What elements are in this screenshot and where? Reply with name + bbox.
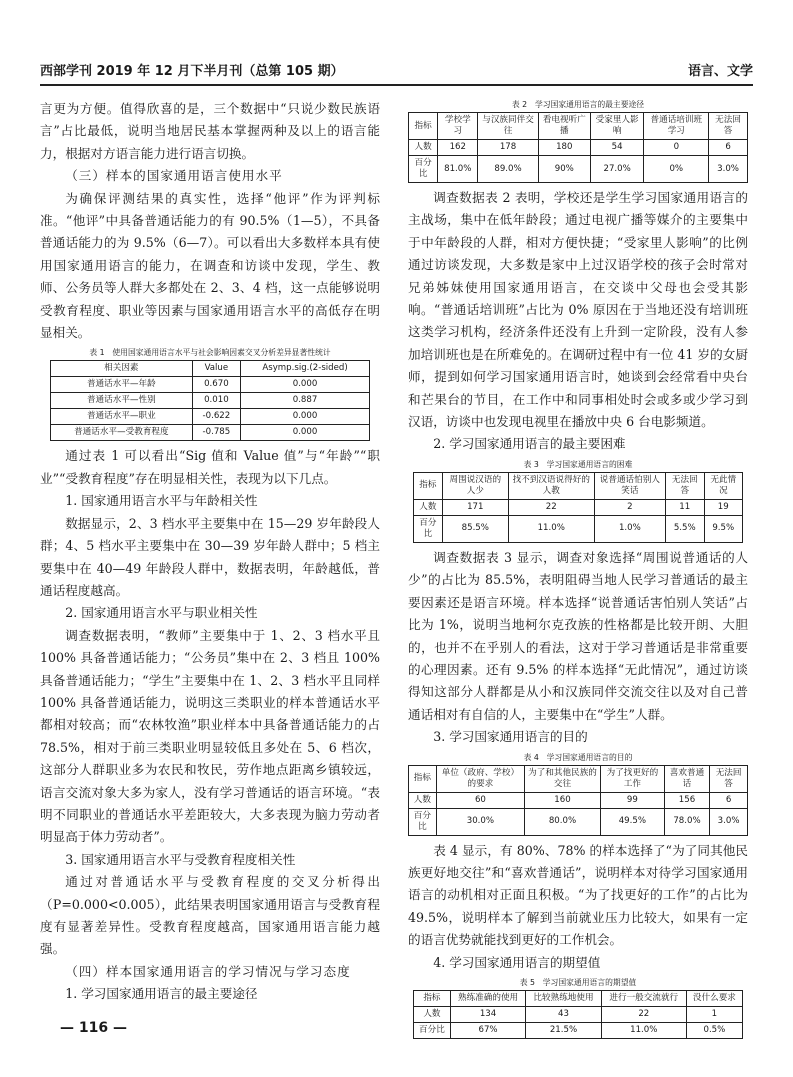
table-row xyxy=(51,377,370,393)
table-cell: 指标 xyxy=(409,765,437,792)
table-cell: 普通话水平—性别 xyxy=(51,393,193,409)
table-caption: 表 3 学习国家通用语言的困难 xyxy=(523,459,633,469)
table-row xyxy=(409,140,748,156)
table-cell: 没什么要求 xyxy=(686,990,742,1006)
table-cell: 54 xyxy=(590,140,644,156)
table-cell: 百分比 xyxy=(409,808,437,835)
table-4 xyxy=(408,765,748,836)
table-cell: 43 xyxy=(526,1006,601,1022)
table-cell: 指标 xyxy=(414,472,443,499)
table-row xyxy=(409,792,748,808)
table-cell: 6 xyxy=(710,792,748,808)
table-cell: 0.670 xyxy=(192,377,240,393)
journal-title: 西部学刊 2019 年 12 月下半月刊（总第 105 期） xyxy=(40,64,344,79)
table-2 xyxy=(408,112,748,183)
table-row xyxy=(51,409,370,425)
table-cell: 60 xyxy=(436,792,524,808)
table-cell: 27.0% xyxy=(590,156,644,183)
table-cell: 0.000 xyxy=(241,425,370,441)
table-header-row xyxy=(409,765,748,792)
table-cell: 1.0% xyxy=(594,515,665,542)
table-cell: 178 xyxy=(478,140,539,156)
paragraph: 言更为方便。值得欣喜的是，三个数据中“只说少数民族语言”占比最低，说明当地居民基本掌握两种及以上的语言能力，根据对方语言能力进行语言切换。 xyxy=(40,101,380,161)
table-cell: 99 xyxy=(601,792,665,808)
table-cell: 89.0% xyxy=(478,156,539,183)
table-cell: 1 xyxy=(686,1006,742,1022)
table-header-row xyxy=(414,990,743,1006)
table-cell: 人数 xyxy=(414,1006,451,1022)
table-cell: 30.0% xyxy=(436,808,524,835)
table-cell: 看电视听广播 xyxy=(538,113,590,140)
table-cell: 9.5% xyxy=(704,515,743,542)
table-cell: 80.0% xyxy=(525,808,601,835)
table-row xyxy=(414,515,743,542)
table-cell: 5.5% xyxy=(666,515,704,542)
table-cell: -0.622 xyxy=(192,409,240,425)
table-cell: Asymp.sig.(2-sided) xyxy=(241,361,370,377)
table-5 xyxy=(413,990,743,1039)
table-cell: 19 xyxy=(704,499,743,515)
left-column xyxy=(40,98,380,1006)
table-cell: 进行一般交流就行 xyxy=(601,990,686,1006)
table-caption: 表 2 学习国家通用语言的最主要途径 xyxy=(511,100,645,109)
table-cell: 与汉族同伴交往 xyxy=(478,113,539,140)
table-cell: 人数 xyxy=(414,499,443,515)
table-cell: 0.000 xyxy=(241,377,370,393)
table-cell: 指标 xyxy=(409,113,438,140)
table-cell: 普通话水平—职业 xyxy=(51,409,193,425)
table-cell: 2 xyxy=(594,499,665,515)
table-cell: 22 xyxy=(508,499,594,515)
table-cell: 指标 xyxy=(414,990,451,1006)
table-cell: 67% xyxy=(450,1022,525,1038)
table-cell: 比较熟练地使用 xyxy=(526,990,601,1006)
table-cell: 162 xyxy=(438,140,478,156)
subheading: 2. 国家通用语言水平与职业相关性 xyxy=(65,605,258,621)
table-cell: 学校学习 xyxy=(438,113,478,140)
table-cell: 无法回答 xyxy=(710,765,748,792)
table-cell: 0.010 xyxy=(192,393,240,409)
section-heading: （四）样本国家通用语言的学习情况与学习态度 xyxy=(65,963,351,979)
table-caption: 表 1 使用国家通用语言水平与社会影响因素交叉分析差异显著性统计 xyxy=(89,348,331,358)
table-cell: 0 xyxy=(644,140,709,156)
table-cell: 11.0% xyxy=(508,515,594,542)
table-cell: 21.5% xyxy=(526,1022,601,1038)
section-title: 语言、文学 xyxy=(687,64,753,79)
table-1 xyxy=(50,360,370,441)
table-cell: 49.5% xyxy=(601,808,665,835)
subheading: 1. 学习国家通用语言的最主要途径 xyxy=(65,986,258,1002)
table-cell: 普通话水平—受教育程度 xyxy=(51,425,193,441)
table-cell: 0.5% xyxy=(686,1022,742,1038)
paragraph: 调查数据表明，“教师”主要集中于 1、2、3 档水平且 100% 具备普通话能力；“公务员”集中在 2、3 档且 100% 具备普通话能力；“学生”主要集中在 1、2、3 档水平且同样 100% 具备普通话能力，说明这三类职业的样本普通话水平都相对较高；而“农林牧渔”职业样本中具备普通话能力的占 78.5%，相对于前三类职业明显较低且多处在 5、6 档次，这部分人群职业多为农民和牧民，劳作地点距离乡镇较远，语言交流对象大多为家人，没有学习普通话的语言环境。“表明不同职业的普通话水平差距较大，大多表现为脑力劳动者明显高于体力劳动者”。 xyxy=(40,627,380,845)
running-header xyxy=(40,58,753,86)
table-row xyxy=(51,393,370,409)
subheading: 2. 学习国家通用语言的最主要困难 xyxy=(433,436,626,452)
paragraph: 表 4 显示，有 80%、78% 的样本选择了“为了同其他民族更好地交往”和“喜欢普通话”，说明样本对待学习国家通用语言的动机相对正面且积极。“为了找更好的工作”的占比为 49.5%，说明样本了解到当前就业压力比较大，如果有一定的语言优势就能找到更好的工作机会。 xyxy=(408,842,748,948)
subheading: 4. 学习国家通用语言的期望值 xyxy=(433,954,601,970)
table-cell: 周围说汉语的人少 xyxy=(442,472,508,499)
table-cell: 6 xyxy=(709,140,748,156)
table-cell: 受家里人影响 xyxy=(590,113,644,140)
table-cell: 171 xyxy=(442,499,508,515)
table-cell: 0% xyxy=(644,156,709,183)
table-cell: 为了找更好的工作 xyxy=(601,765,665,792)
table-cell: 为了和其他民族的交往 xyxy=(525,765,601,792)
table-cell: 180 xyxy=(538,140,590,156)
table-row xyxy=(409,156,748,183)
table-cell: 85.5% xyxy=(442,515,508,542)
table-cell: 无此情况 xyxy=(704,472,743,499)
table-cell: 81.0% xyxy=(438,156,478,183)
table-cell: 找不到汉语说得好的人教 xyxy=(508,472,594,499)
table-cell: 熟练准确的使用 xyxy=(450,990,525,1006)
paragraph: 通过对普通话水平与受教育程度的交叉分析得出（P=0.000<0.005），此结果表明国家通用语言与受教育程度有显著差异性。受教育程度越高，国家通用语言能力越强。 xyxy=(40,874,380,957)
table-cell: 百分比 xyxy=(414,1022,451,1038)
table-row xyxy=(414,1006,743,1022)
table-cell: 说普通话怕别人笑话 xyxy=(594,472,665,499)
table-cell: 单位（政府、学校）的要求 xyxy=(436,765,524,792)
right-column xyxy=(408,98,748,1043)
subheading: 3. 学习国家通用语言的目的 xyxy=(433,729,588,745)
table-caption: 表 4 学习国家通用语言的目的 xyxy=(523,752,633,762)
table-cell: Value xyxy=(192,361,240,377)
table-cell: 喜欢普通话 xyxy=(664,765,709,792)
table-cell: 156 xyxy=(664,792,709,808)
table-cell: 相关因素 xyxy=(51,361,193,377)
table-cell: 160 xyxy=(525,792,601,808)
table-row xyxy=(409,808,748,835)
table-header-row xyxy=(409,113,748,140)
table-row xyxy=(51,425,370,441)
table-header-row xyxy=(51,361,370,377)
table-row xyxy=(414,499,743,515)
table-cell: 0.887 xyxy=(241,393,370,409)
paragraph: 为确保评测结果的真实性，选择“他评”作为评判标准。“他评”中具备普通话能力的有 90.5%（1—5），不具备普通话能力的为 9.5%（6—7）。可以看出大多数样本具有使用国家通用语言的能力，在调查和访谈中发现，学生、教师、公务员等人群大多都处在 2、3、4 档，这一点能够说明受教育程度、职业等因素与国家通用语言水平的高低存在明显相关。 xyxy=(40,190,380,341)
table-header-row xyxy=(414,472,743,499)
subheading: 3. 国家通用语言水平与受教育程度相关性 xyxy=(65,851,296,867)
table-3 xyxy=(413,472,743,543)
table-cell: 无法回答 xyxy=(709,113,748,140)
table-cell: -0.785 xyxy=(192,425,240,441)
table-cell: 11 xyxy=(666,499,704,515)
table-cell: 22 xyxy=(601,1006,686,1022)
table-cell: 普通话培训班学习 xyxy=(644,113,709,140)
page-number: — 116 — xyxy=(60,1020,127,1036)
table-cell: 134 xyxy=(450,1006,525,1022)
table-cell: 人数 xyxy=(409,792,437,808)
table-caption: 表 5 学习国家通用语言的期望值 xyxy=(519,977,637,987)
paragraph: 调查数据表 2 表明，学校还是学生学习国家通用语言的主战场，集中在低年龄段；通过电视广播等媒介的主要集中于中年龄段的人群，相对方便快捷；“受家里人影响”的比例通过访谈发现，大多数是家中上过汉语学校的孩子会时常对兄弟姊妹使用国家通用语言，在交谈中父母也会受其影响。“普通话培训班”占比为 0% 原因在于当地还没有培训班这类学习机构，经济条件还没有上升到一定阶段，没有人参加培训班也是在所难免的。在调研过程中有一位 41 岁的女厨师，提到如何学习国家通用语言时，她谈到会经常看中央台和芒果台的节目，在工作中和同事相处时会或多或少学习到汉语，访谈中也发现电视里在播放中央 6 台电影频道。 xyxy=(408,190,748,430)
table-row xyxy=(414,1022,743,1038)
table-cell: 78.0% xyxy=(664,808,709,835)
paragraph: 调查数据表 3 显示，调查对象选择“周围说普通话的人少”的占比为 85.5%，表明阻碍当地人民学习普通话的最主要因素还是语言环境。样本选择“说普通话害怕别人笑话”占比为 1%，说明当地柯尔克孜族的性格都是比较开朗、大胆的，也并不在乎别人的看法，这对于学习普通话是非常重要的心理因素。还有 9.5% 的样本选择“无此情况”，通过访谈得知这部分人群都是从小和汉族同伴交流交往以及对自己普通话相对有自信的人，主要集中在“学生”人群。 xyxy=(408,549,748,722)
table-cell: 百分比 xyxy=(414,515,443,542)
table-cell: 11.0% xyxy=(601,1022,686,1038)
paragraph: 通过表 1 可以看出“Sig 值和 Value 值”与“年龄”“职业”“受教育程度”存在明显相关性，表现为以下几点。 xyxy=(40,448,380,486)
table-cell: 人数 xyxy=(409,140,438,156)
table-cell: 普通话水平—年龄 xyxy=(51,377,193,393)
table-cell: 3.0% xyxy=(709,156,748,183)
table-cell: 0.000 xyxy=(241,409,370,425)
subheading: 1. 国家通用语言水平与年龄相关性 xyxy=(65,493,258,509)
table-cell: 百分比 xyxy=(409,156,438,183)
section-heading: （三）样本的国家通用语言使用水平 xyxy=(65,168,283,184)
table-cell: 3.0% xyxy=(710,808,748,835)
table-cell: 无法回答 xyxy=(666,472,704,499)
paragraph: 数据显示，2、3 档水平主要集中在 15—29 岁年龄段人群；4、5 档水平主要集中在 30—39 岁年龄人群中；5 档主要集中在 40—49 年龄段人群中，数据表明，年龄越低，普通话程度越高。 xyxy=(40,515,380,598)
table-cell: 90% xyxy=(538,156,590,183)
